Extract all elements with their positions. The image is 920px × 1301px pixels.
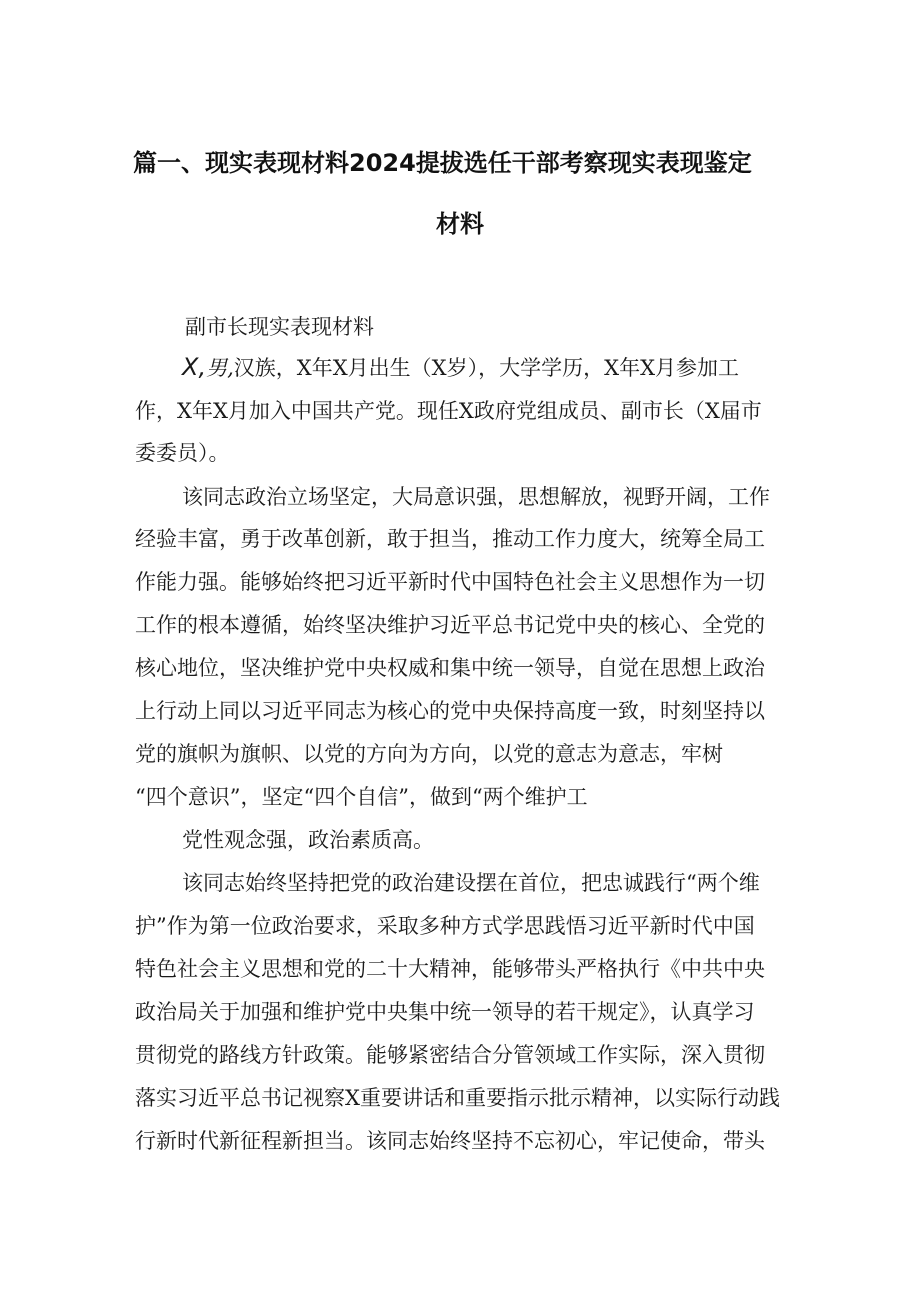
para1-line: “四个意识”，坚定“四个自信”，做到“两个维护工 [135, 785, 588, 809]
para2-line: 特色社会主义思想和党的二十大精神，能够带头严格执行《中共中央 [135, 957, 765, 981]
para1-line: 该同志政治立场坚定，大局意识强，思想解放，视野开阔，工作 [182, 485, 770, 509]
para2-line: 政治局关于加强和维护党中央集中统一领导的若干规定》，认真学习 [135, 1000, 755, 1024]
person-name: X, [182, 353, 207, 381]
para1-line: 上行动上同以习近平同志为核心的党中央保持高度一致，时刻坚持以 [135, 699, 765, 723]
intro-line-1 [182, 352, 739, 383]
para1-line: 核心地位，坚决维护党中央权威和集中统一领导，自觉在思想上政治 [135, 656, 765, 680]
para2-line: 该同志始终坚持把党的政治建设摆在首位，把忠诚践行“两个维 [182, 871, 760, 895]
para1-line: 党的旗帜为旗帜、以党的方向为方向，以党的意志为意志，牢树 [135, 742, 723, 766]
para1-end-line: 党性观念强，政治素质高。 [182, 828, 434, 852]
intro-line-1-rest: 汉族，X年X月出生（X岁），大学学历，X年X月参加工 [233, 356, 740, 380]
person-gender: 男, [206, 356, 234, 380]
subheading: 副市长现实表现材料 [185, 315, 374, 339]
para1-line: 工作的根本遵循，始终坚决维护习近平总书记党中央的核心、全党的 [135, 613, 765, 637]
intro-line-2: 作，X年X月加入中国共产党。现任X政府党组成员、副市长（X届市 [135, 399, 762, 423]
document-title-line-2: 材料 [436, 210, 484, 238]
para2-line: 护”作为第一位政治要求，采取多种方式学思践悟习近平新时代中国 [135, 914, 755, 938]
document-title-line-1: 篇一、现实表现材料2024提拔选任干部考察现实表现鉴定 [133, 149, 752, 177]
para2-line: 行新时代新征程新担当。该同志始终坚持不忘初心，牢记使命，带头 [135, 1129, 765, 1153]
para2-line: 贯彻党的路线方针政策。能够紧密结合分管领域工作实际，深入贯彻 [135, 1043, 765, 1067]
para2-line: 落实习近平总书记视察X重要讲话和重要指示批示精神，以实际行动践 [135, 1086, 780, 1110]
para1-line: 经验丰富，勇于改革创新，敢于担当，推动工作力度大，统筹全局工 [135, 527, 765, 551]
para1-line: 作能力强。能够始终把习近平新时代中国特色社会主义思想作为一切 [135, 570, 765, 594]
intro-line-3: 委委员）。 [135, 441, 230, 465]
